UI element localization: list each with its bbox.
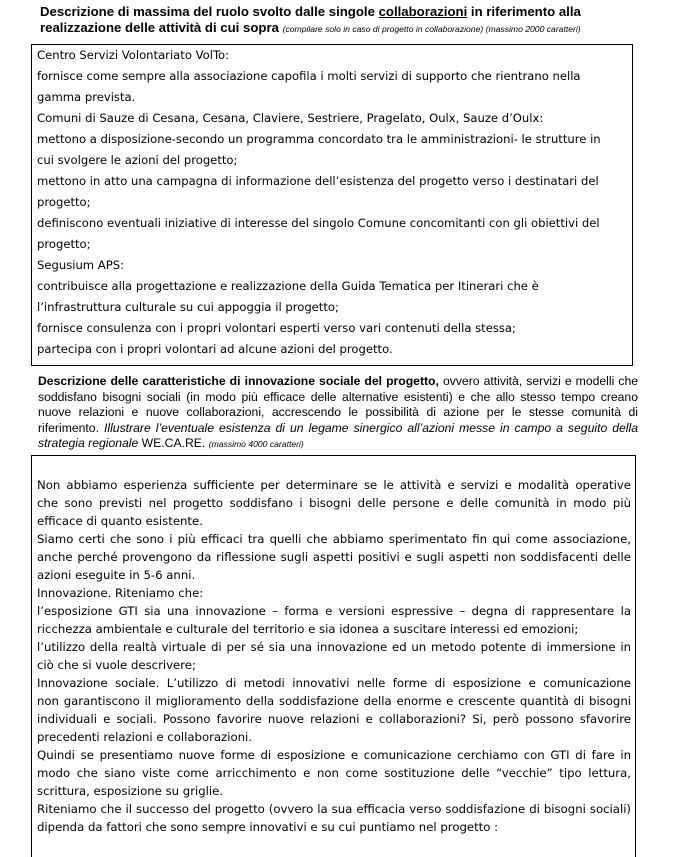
innovation-line: efficace di quanto esistente.	[37, 514, 203, 528]
collaborations-line: partecipa con i propri volontari ad alcune azioni del progetto.	[37, 342, 393, 356]
collaborations-line: fornisce consulenza con i propri volontari esperti verso vari contenuti della stessa;	[37, 321, 516, 335]
innovation-heading	[38, 374, 638, 452]
innovation-line: ricchezza ambientale e culturale del territorio e sia idonea a suscitare interessi ed emozioni;	[37, 622, 579, 636]
innovation-line: l’utilizzo della realtà virtuale di per sé sia una innovazione ed un metodo potente di immersione in	[37, 640, 631, 654]
collaborations-heading	[40, 4, 640, 36]
innovation-line: scrittura, esposizione su griglie.	[37, 784, 224, 798]
collaborations-line: contribuisce alla progettazione e realizzazione della Guida Tematica per Itinerari che è	[37, 279, 539, 293]
innovation-line: ciò che si vuole descrivere;	[37, 658, 196, 672]
innovation-heading-text: ovvero attività, servizi e modelli che soddisfano bisogni sociali (in modo più efficace delle alternative esistenti) e che allo stesso tempo creano nuove relazioni e nuove collaborazioni, accrescendo le possibilità di azione per le stesse comunità di riferimento.	[38, 374, 639, 435]
collaborations-line: progetto;	[37, 195, 91, 209]
collaborations-heading-text-2: in riferimento alla realizzazione delle attività di cui sopra	[40, 4, 581, 35]
collaborations-line: definiscono eventuali iniziative di interesse del singolo Comune concomitanti con gli obiettivi del	[37, 216, 600, 230]
collaborations-heading-text: Descrizione di massima del ruolo svolto dalle singole	[40, 4, 379, 19]
collaborations-text-box	[31, 44, 633, 366]
collaborations-line: gamma prevista.	[37, 90, 136, 104]
innovation-line: Innovazione sociale. L’utilizzo di metodi innovativi nelle forme di esposizione e comunicazione	[37, 676, 631, 690]
innovation-line: Non abbiamo esperienza sufficiente per determinare se le attività e servizi e modalità operative	[37, 478, 631, 492]
innovation-line: modo che siano viste come arricchimento e non come sostituzione delle “vecchie” tipo lettura,	[37, 766, 631, 780]
innovation-line: azioni eseguite in 5-6 anni.	[37, 568, 196, 582]
collaborations-heading-underlined: collaborazioni	[378, 4, 468, 19]
innovation-line: dipenda da fattori che sono sempre innovativi e su cui puntiamo nel progetto :	[37, 820, 499, 834]
innovation-line: che sono previsti nel progetto soddisfano i bisogni delle persone e delle comunità in modo più	[37, 496, 631, 510]
collaborations-line: progetto;	[37, 237, 91, 251]
innovation-heading-tail: WE.CA.RE.	[138, 436, 206, 451]
collaborations-line: l’infrastruttura culturale su cui appoggia il progetto;	[37, 300, 339, 314]
innovation-line: l’esposizione GTI sia una innovazione – forma e versioni espressive – degna di rappresentare la	[37, 604, 631, 618]
innovation-line: Innovazione. Riteniamo che:	[37, 586, 204, 600]
collaborations-line: mettono a disposizione-secondo un programma concordato tra le amministrazioni- le strutture in	[37, 132, 601, 146]
collaborations-line: Centro Servizi Volontariato VolTo:	[37, 48, 230, 62]
collaborations-line: fornisce come sempre alla associazione capofila i molti servizi di supporto che rientrano nella	[37, 69, 581, 83]
innovation-line: non garantiscono il miglioramento della soddisfazione della enorme e crescente quantità di bisogni	[37, 694, 631, 708]
innovation-line: Quindi se presentiamo nuove forme di esposizione e comunicazione cerchiamo con GTI di fare in	[37, 748, 631, 762]
innovation-line: precedenti relazioni e collaborazioni.	[37, 730, 252, 744]
collaborations-line: Segusium APS:	[37, 258, 124, 272]
collaborations-line: mettono in atto una campagna di informazione dell’esistenza del progetto verso i destinatari del	[37, 174, 599, 188]
innovation-text-box	[31, 455, 636, 857]
innovation-line: Riteniamo che il successo del progetto (ovvero la sua efficacia verso soddisfazione di bisogni sociali)	[37, 802, 631, 816]
innovation-line: Siamo certi che sono i più efficaci tra quelli che abbiamo sperimentato fin qui come associazione,	[37, 532, 631, 546]
collaborations-line: cui svolgere le azioni del progetto;	[37, 153, 238, 167]
collaborations-heading-note: (compilare solo in caso di progetto in collaborazione) (massimo 2000 caratteri)	[282, 24, 581, 34]
innovation-heading-note: (massimo 4000 caratteri)	[208, 439, 304, 450]
innovation-line: anche perché provengono da riflessione sugli aspetti positivi e sugli aspetti non soddisfacenti delle	[37, 550, 631, 564]
innovation-line: individuali e sociali. Possono favorire nuove relazioni e collaborazioni? Si, però possono sfavorire	[37, 712, 631, 726]
innovation-heading-italic: Illustrare l’eventuale esistenza di un legame sinergico all’azioni messe in campo a seguito della strategia regionale	[38, 420, 639, 451]
collaborations-line: Comuni di Sauze di Cesana, Cesana, Claviere, Sestriere, Pragelato, Oulx, Sauze d’Oulx:	[37, 111, 544, 125]
innovation-heading-bold: Descrizione delle caratteristiche di innovazione sociale del progetto,	[38, 374, 439, 388]
